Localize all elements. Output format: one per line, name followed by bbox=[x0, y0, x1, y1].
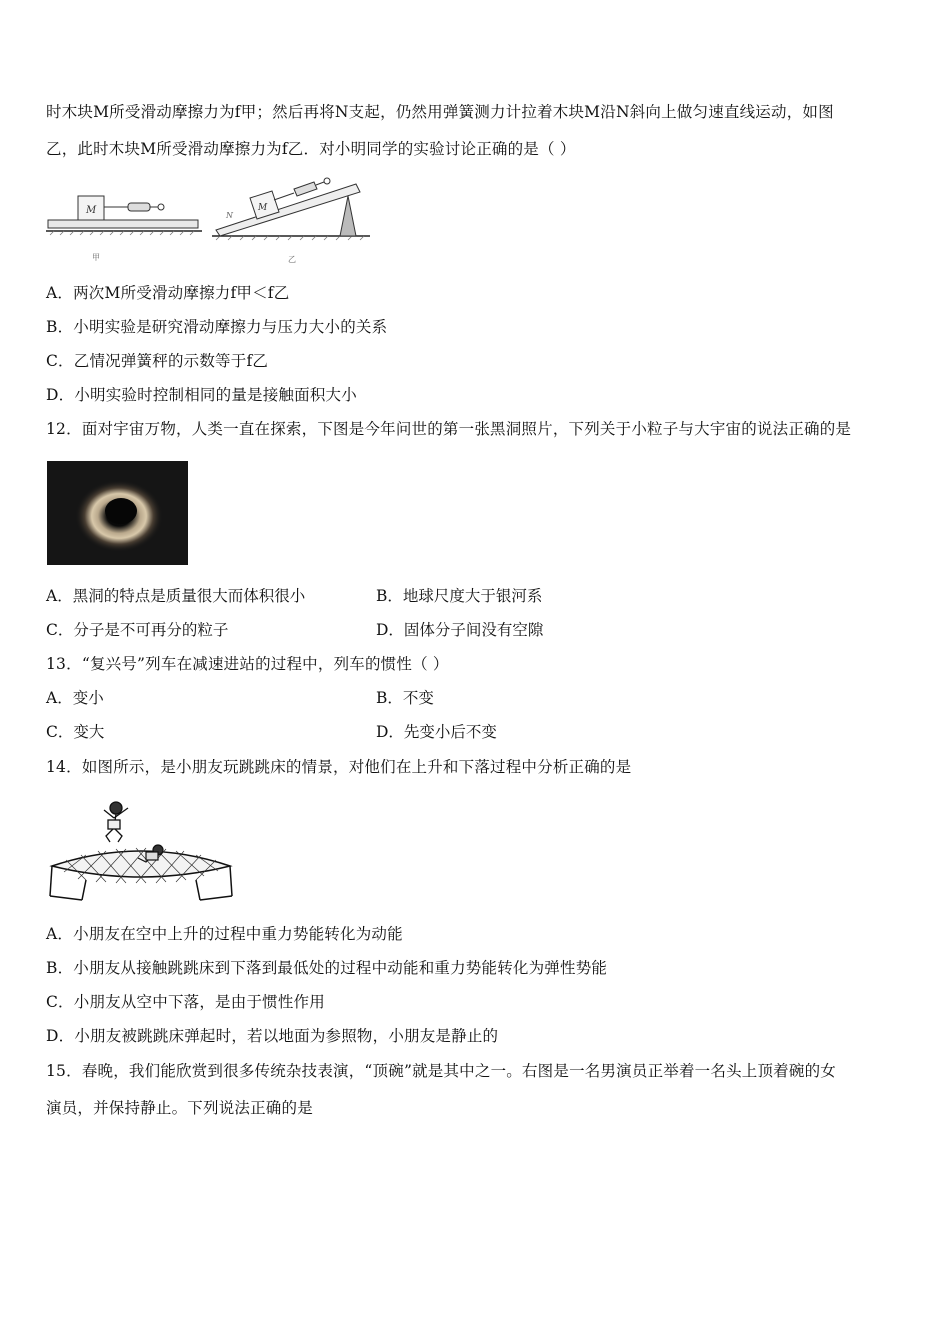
q13-option-a: A．变小 bbox=[46, 689, 104, 707]
q12-option-c: C．分子是不可再分的粒子 bbox=[46, 621, 229, 639]
q12-option-b: B．地球尺度大于银河系 bbox=[376, 587, 543, 605]
figure-b-label: 乙 bbox=[288, 255, 296, 264]
figure-b-inclined bbox=[212, 178, 370, 264]
q11-option-a: A．两次M所受滑动摩擦力f甲＜f乙 bbox=[46, 284, 290, 302]
q14-option-c: C．小朋友从空中下落，是由于惯性作用 bbox=[46, 993, 325, 1011]
figure-a-label: 甲 bbox=[92, 253, 100, 262]
q13-option-c: C．变大 bbox=[46, 723, 105, 741]
jumping-child-icon bbox=[104, 802, 128, 842]
q11-stem-line2: 乙，此时木块M所受滑动摩擦力为f乙．对小明同学的实验讨论正确的是（ ） bbox=[46, 140, 576, 158]
board-n-label: N bbox=[226, 211, 233, 220]
q14-option-b: B．小朋友从接触跳跳床到下落到最低处的过程中动能和重力势能转化为弹性势能 bbox=[46, 959, 608, 977]
q12-stem: 12．面对宇宙万物，人类一直在探索，下图是今年问世的第一张黑洞照片，下列关于小粒子与大宇宙的说法正确的是 bbox=[46, 420, 852, 438]
trampoline-figure bbox=[46, 796, 236, 906]
q13-option-d: D．先变小后不变 bbox=[376, 723, 497, 741]
block-m-label-b: M bbox=[258, 203, 268, 213]
q11-stem-line1: 时木块M所受滑动摩擦力为f甲；然后再将N支起，仍然用弹簧测力计拉着木块M沿N斜向上做匀速直线运动，如图 bbox=[46, 103, 834, 121]
q14-option-d: D．小朋友被跳跳床弹起时，若以地面为参照物，小朋友是静止的 bbox=[46, 1027, 499, 1045]
block-m-label-a: M bbox=[86, 205, 97, 216]
friction-experiment-figure bbox=[44, 172, 374, 268]
q14-option-a: A．小朋友在空中上升的过程中重力势能转化为动能 bbox=[46, 925, 403, 943]
figure-a-horizontal bbox=[46, 196, 202, 262]
q13-stem: 13．“复兴号”列车在减速进站的过程中，列车的惯性（ ） bbox=[46, 655, 449, 673]
q11-option-b: B．小明实验是研究滑动摩擦力与压力大小的关系 bbox=[46, 318, 388, 336]
q14-stem: 14．如图所示，是小朋友玩跳跳床的情景，对他们在上升和下落过程中分析正确的是 bbox=[46, 758, 632, 776]
q11-option-c: C．乙情况弹簧秤的示数等于f乙 bbox=[46, 352, 269, 370]
q15-stem-line2: 演员，并保持静止。下列说法正确的是 bbox=[46, 1099, 313, 1117]
q12-option-a: A．黑洞的特点是质量很大而体积很小 bbox=[46, 587, 306, 605]
black-hole-photo bbox=[47, 461, 188, 565]
q11-option-d: D．小明实验时控制相同的量是接触面积大小 bbox=[46, 386, 357, 404]
q12-option-d: D．固体分子间没有空隙 bbox=[376, 621, 544, 639]
q13-option-b: B．不变 bbox=[376, 689, 434, 707]
q15-stem-line1: 15．春晚，我们能欣赏到很多传统杂技表演，“顶碗”就是其中之一。右图是一名男演员正举着一名头上顶着碗的女 bbox=[46, 1062, 836, 1080]
